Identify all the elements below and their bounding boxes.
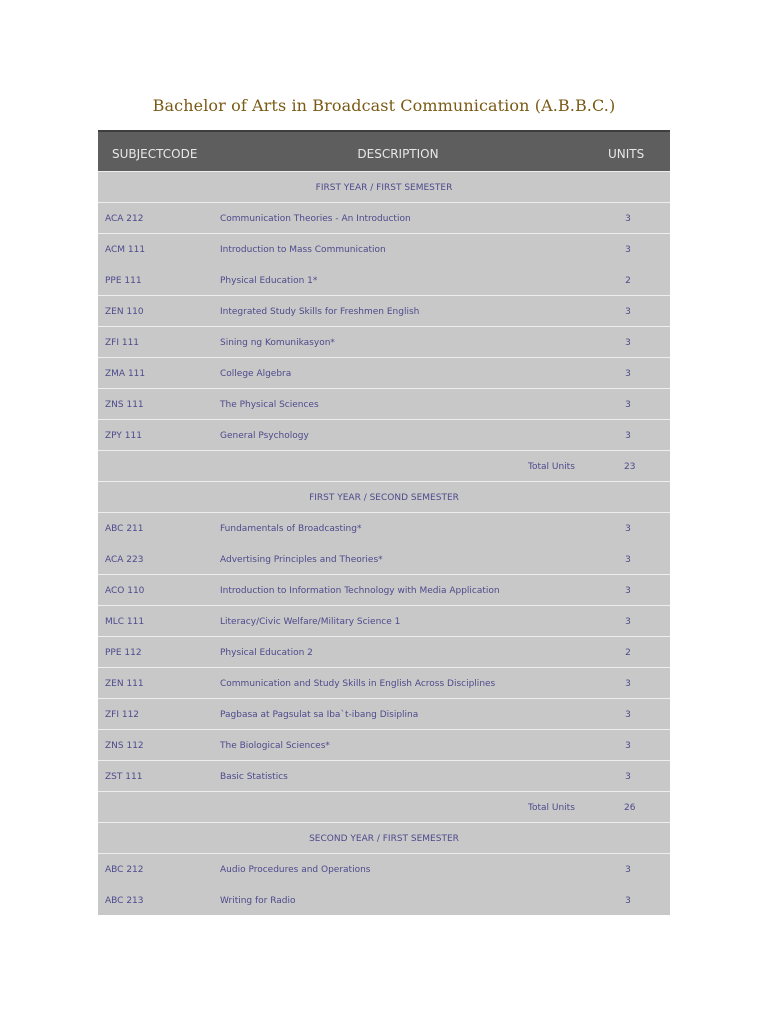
subject-description: Introduction to Mass Communication: [220, 245, 386, 255]
table-row: [98, 388, 670, 419]
subject-code: PPE 111: [105, 276, 142, 286]
table-row: [98, 574, 670, 605]
total-row: [98, 450, 670, 481]
subject-code: ACM 111: [105, 245, 146, 255]
subject-units: 3: [625, 710, 631, 720]
total-units-label: Total Units: [528, 462, 575, 472]
subject-units: 3: [625, 338, 631, 348]
subject-description: Integrated Study Skills for Freshmen English: [220, 307, 420, 317]
semester-row: [98, 822, 670, 853]
table-body: [98, 171, 670, 915]
table-row: [98, 667, 670, 698]
subject-code: ACA 212: [105, 214, 144, 224]
document-title: Bachelor of Arts in Broadcast Communication (A.B.B.C.): [152, 96, 616, 115]
table-row: [98, 264, 670, 295]
table-row: [98, 853, 670, 884]
subject-code: ACO 110: [105, 586, 145, 596]
subject-units: 3: [625, 369, 631, 379]
subject-code: ZNS 111: [105, 400, 144, 410]
subject-code: ZNS 112: [105, 741, 144, 751]
header-description: DESCRIPTION: [357, 147, 439, 161]
subject-units: 3: [625, 586, 631, 596]
subject-units: 3: [625, 245, 631, 255]
subject-code: ACA 223: [105, 555, 144, 565]
subject-units: 3: [625, 400, 631, 410]
subject-description: Introduction to Information Technology with Media Application: [220, 586, 500, 596]
subject-code: ABC 212: [105, 865, 144, 875]
subject-units: 3: [625, 865, 631, 875]
table-row: [98, 512, 670, 543]
subject-units: 2: [625, 276, 631, 286]
table-row: [98, 233, 670, 264]
subject-units: 3: [625, 524, 631, 534]
subject-units: 3: [625, 307, 631, 317]
table-row: [98, 698, 670, 729]
subject-description: College Algebra: [220, 369, 292, 379]
table-row: [98, 760, 670, 791]
table-row: [98, 636, 670, 667]
table-row: [98, 295, 670, 326]
total-units-value: 23: [624, 462, 636, 472]
subject-code: ZST 111: [105, 772, 143, 782]
header-subject-code: SUBJECTCODE: [112, 147, 198, 161]
subject-units: 3: [625, 679, 631, 689]
subject-description: Communication and Study Skills in English Across Disciplines: [220, 679, 496, 689]
table-row: [98, 605, 670, 636]
table-row: [98, 729, 670, 760]
total-units-value: 26: [624, 803, 636, 813]
subject-code: ZEN 110: [105, 307, 144, 317]
subject-code: ABC 213: [105, 896, 144, 906]
subject-description: General Psychology: [220, 431, 309, 441]
table-row: [98, 543, 670, 574]
subject-description: Basic Statistics: [220, 772, 288, 782]
subject-description: Fundamentals of Broadcasting*: [220, 524, 362, 534]
subject-code: MLC 111: [105, 617, 145, 627]
semester-label: FIRST YEAR / FIRST SEMESTER: [315, 183, 453, 193]
subject-description: Advertising Principles and Theories*: [220, 555, 383, 565]
subject-description: Physical Education 2: [220, 648, 313, 658]
semester-label: FIRST YEAR / SECOND SEMESTER: [309, 493, 459, 503]
subject-units: 3: [625, 214, 631, 224]
subject-units: 2: [625, 648, 631, 658]
subject-description: Literacy/Civic Welfare/Military Science 1: [220, 617, 401, 627]
subject-units: 3: [625, 896, 631, 906]
subject-code: ZEN 111: [105, 679, 144, 689]
subject-description: Audio Procedures and Operations: [220, 865, 371, 875]
table-row: [98, 202, 670, 233]
header-units: UNITS: [608, 147, 645, 161]
table-row: [98, 326, 670, 357]
subject-description: The Physical Sciences: [220, 400, 319, 410]
subject-units: 3: [625, 772, 631, 782]
curriculum-table: [98, 130, 670, 915]
subject-description: Writing for Radio: [220, 896, 296, 906]
subject-description: Pagbasa at Pagsulat sa Iba`t-ibang Disiplina: [220, 710, 419, 720]
total-units-label: Total Units: [528, 803, 575, 813]
subject-units: 3: [625, 617, 631, 627]
subject-description: Physical Education 1*: [220, 276, 318, 286]
subject-units: 3: [625, 431, 631, 441]
subject-code: ZMA 111: [105, 369, 146, 379]
subject-units: 3: [625, 741, 631, 751]
subject-units: 3: [625, 555, 631, 565]
table-row: [98, 884, 670, 915]
semester-row: [98, 481, 670, 512]
total-row: [98, 791, 670, 822]
table-header: [98, 130, 670, 171]
semester-label: SECOND YEAR / FIRST SEMESTER: [309, 834, 459, 844]
subject-code: PPE 112: [105, 648, 142, 658]
subject-code: ZFI 111: [105, 338, 140, 348]
subject-code: ABC 211: [105, 524, 144, 534]
subject-code: ZFI 112: [105, 710, 140, 720]
subject-description: Communication Theories - An Introduction: [220, 214, 411, 224]
table-row: [98, 419, 670, 450]
subject-description: Sining ng Komunikasyon*: [220, 338, 335, 348]
table-row: [98, 357, 670, 388]
subject-description: The Biological Sciences*: [220, 741, 330, 751]
semester-row: [98, 171, 670, 202]
subject-code: ZPY 111: [105, 431, 142, 441]
